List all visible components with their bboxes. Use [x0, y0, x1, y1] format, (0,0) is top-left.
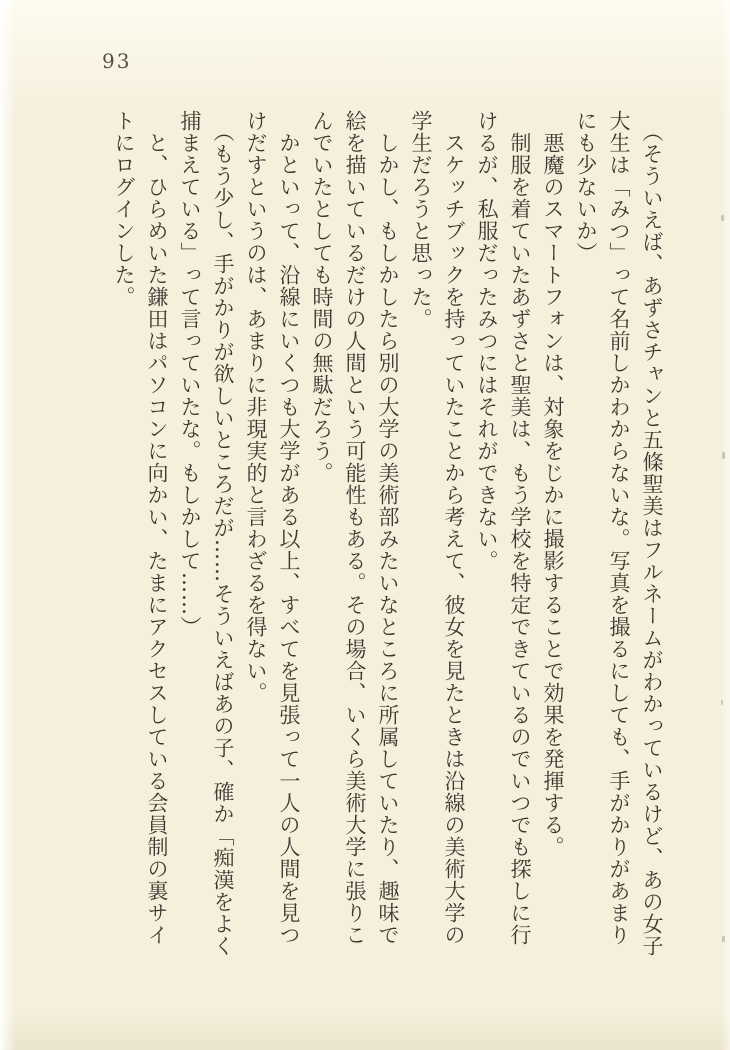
scan-speck	[721, 700, 723, 705]
scan-speck	[722, 936, 725, 942]
body-text	[107, 110, 668, 958]
page-number: 93	[102, 49, 132, 73]
paragraph-thought-2: （もう少し、手がかりが欲しいところだが……そういえばあの子、確か「痴漢をよく捕まえている」って言っていたな。もしかして……）	[178, 110, 235, 957]
paragraph-3: 制服を着ていたあずさと聖美は、もう学校を特定できているのでいつでも探しに行けるが、私服だったみつにはそれができない。	[475, 110, 532, 946]
scan-speck	[721, 215, 724, 221]
paragraph-5: しかし、もしかしたら別の大学の美術部みたいなところに所属していたり、趣味で絵を描いているだけの人間という可能性もある。その場合、いくら美術大学に張りこんでいたとしても時間の無駄だろう。	[310, 110, 400, 946]
paragraph-4: スケッチブックを持っていたことから考えて、彼女を見たときは沿線の美術大学の学生だろうと思った。	[409, 110, 466, 946]
paragraph-6: かといって、沿線にいくつも大学がある以上、すべてを見張って一人の人間を見つけだすというのは、あまりに非現実的と言わざるを得ない。	[244, 110, 301, 946]
paragraph-thought-1: （そういえば、あずさチャンと五條聖美はフルネームがわかっているけど、あの女子大生は「みつ」って名前しかわからないな。写真を撮るにしても、手がかりがあまりにも少ないか）	[574, 110, 664, 957]
scan-speck	[722, 452, 725, 459]
paragraph-2: 悪魔のスマートフォンは、対象をじかに撮影することで効果を発揮する。	[541, 132, 565, 858]
paragraph-8: と、ひらめいた鎌田はパソコンに向かい、たまにアクセスしている会員制の裏サイトにログインした。	[112, 110, 169, 946]
